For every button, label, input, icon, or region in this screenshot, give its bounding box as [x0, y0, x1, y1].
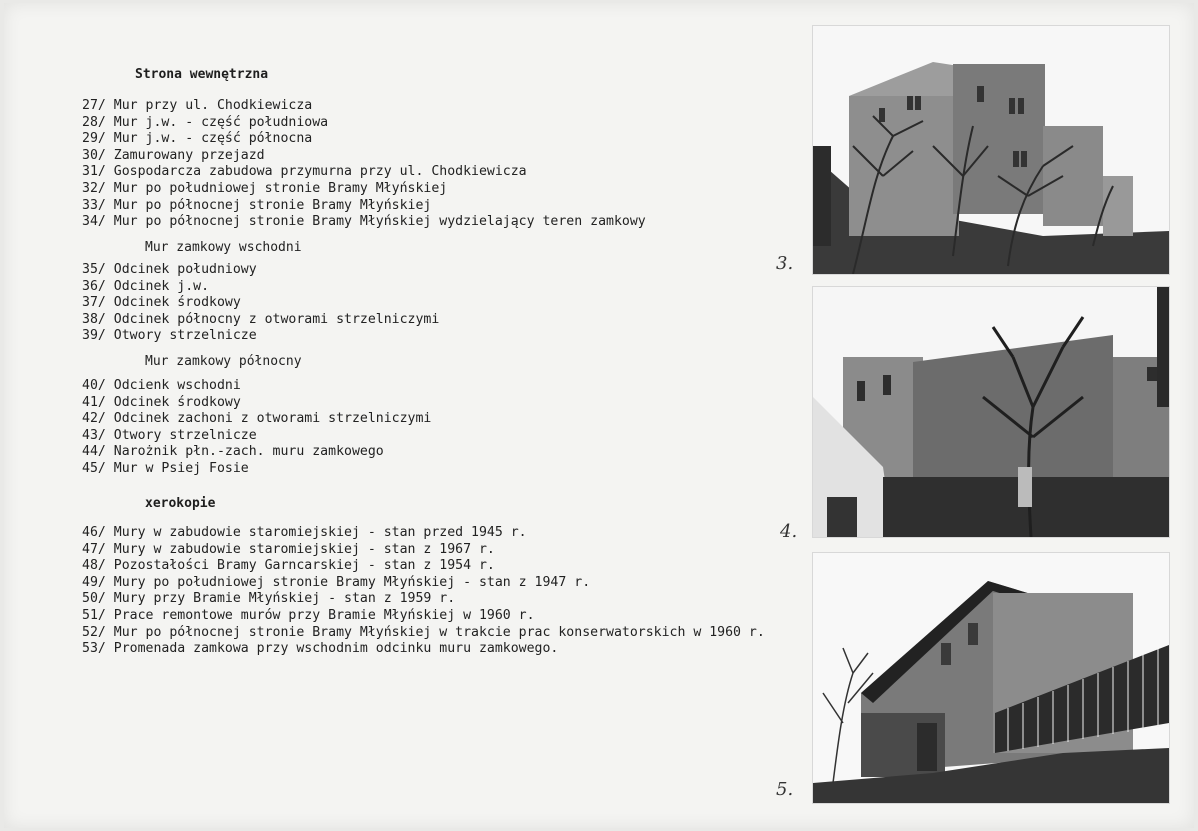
list-item: 41/ Odcinek środkowy [82, 394, 241, 410]
list-item: 30/ Zamurowany przejazd [82, 147, 265, 163]
list-item: 50/ Mury przy Bramie Młyńskiej - stan z 1959 r. [82, 591, 456, 607]
list-item: 36/ Odcinek j.w. [82, 278, 210, 294]
list-castle-north [82, 378, 431, 478]
list-photocopies [82, 525, 765, 658]
photo-castle-tower-image [813, 26, 1169, 274]
document-sheet [4, 3, 1194, 828]
list-item: 27/ Mur przy ul. Chodkiewicza [82, 98, 313, 113]
list-item: 45/ Mur w Psiej Fosie [82, 460, 249, 476]
list-item: 35/ Odcinek południowy [82, 262, 257, 277]
list-castle-east [82, 262, 439, 345]
list-item: 43/ Otwory strzelnicze [82, 427, 257, 443]
list-item: 49/ Mury po południowej stronie Bramy Młyńskiej - stan z 1947 r. [82, 574, 591, 590]
list-item: 51/ Prace remontowe murów przy Bramie Młyńskiej w 1960 r. [82, 607, 535, 623]
photo-number-3: 3. [776, 253, 794, 274]
list-item: 52/ Mur po północnej stronie Bramy Młyńskiej w trakcie prac konserwatorskich w 1960 r. [82, 624, 765, 640]
list-item: 33/ Mur po północnej stronie Bramy Młyńskiej [82, 197, 432, 213]
photo-farm-building-image [813, 553, 1169, 803]
list-item: 47/ Mury w zabudowie staromiejskiej - stan z 1967 r. [82, 541, 495, 557]
photo-number-5: 5. [776, 779, 794, 800]
photo-building-tree [812, 286, 1170, 538]
photo-farm-building [812, 552, 1170, 804]
list-item: 44/ Narożnik płn.-zach. muru zamkowego [82, 444, 384, 460]
list-item: 29/ Mur j.w. - część północna [82, 131, 313, 147]
list-item: 28/ Mur j.w. - część południowa [82, 114, 329, 130]
list-item: 53/ Promenada zamkowa przy wschodnim odcinku muru zamkowego. [82, 641, 559, 657]
heading-castle-east: Mur zamkowy wschodni [145, 240, 302, 255]
list-inner-side [82, 98, 646, 231]
heading-inner-side: Strona wewnętrzna [135, 67, 269, 82]
heading-photocopies: xerokopie [145, 496, 216, 511]
list-item: 42/ Odcinek zachoni z otworami strzelniczymi [82, 411, 432, 427]
list-item: 46/ Mury w zabudowie staromiejskiej - stan przed 1945 r. [82, 525, 527, 540]
photo-castle-tower [812, 25, 1170, 275]
photo-number-4: 4. [780, 521, 798, 542]
list-item: 37/ Odcinek środkowy [82, 295, 241, 311]
photo-building-tree-image [813, 287, 1169, 537]
list-item: 40/ Odcienk wschodni [82, 378, 241, 393]
list-item: 38/ Odcinek północny z otworami strzelniczymi [82, 311, 440, 327]
list-item: 31/ Gospodarcza zabudowa przymurna przy ul. Chodkiewicza [82, 164, 527, 180]
list-item: 48/ Pozostałości Bramy Garncarskiej - stan z 1954 r. [82, 558, 495, 574]
heading-castle-north: Mur zamkowy północny [145, 354, 302, 369]
list-item: 39/ Otwory strzelnicze [82, 328, 257, 344]
list-item: 32/ Mur po południowej stronie Bramy Młyńskiej [82, 180, 448, 196]
list-item: 34/ Mur po północnej stronie Bramy Młyńskiej wydzielający teren zamkowy [82, 214, 646, 230]
